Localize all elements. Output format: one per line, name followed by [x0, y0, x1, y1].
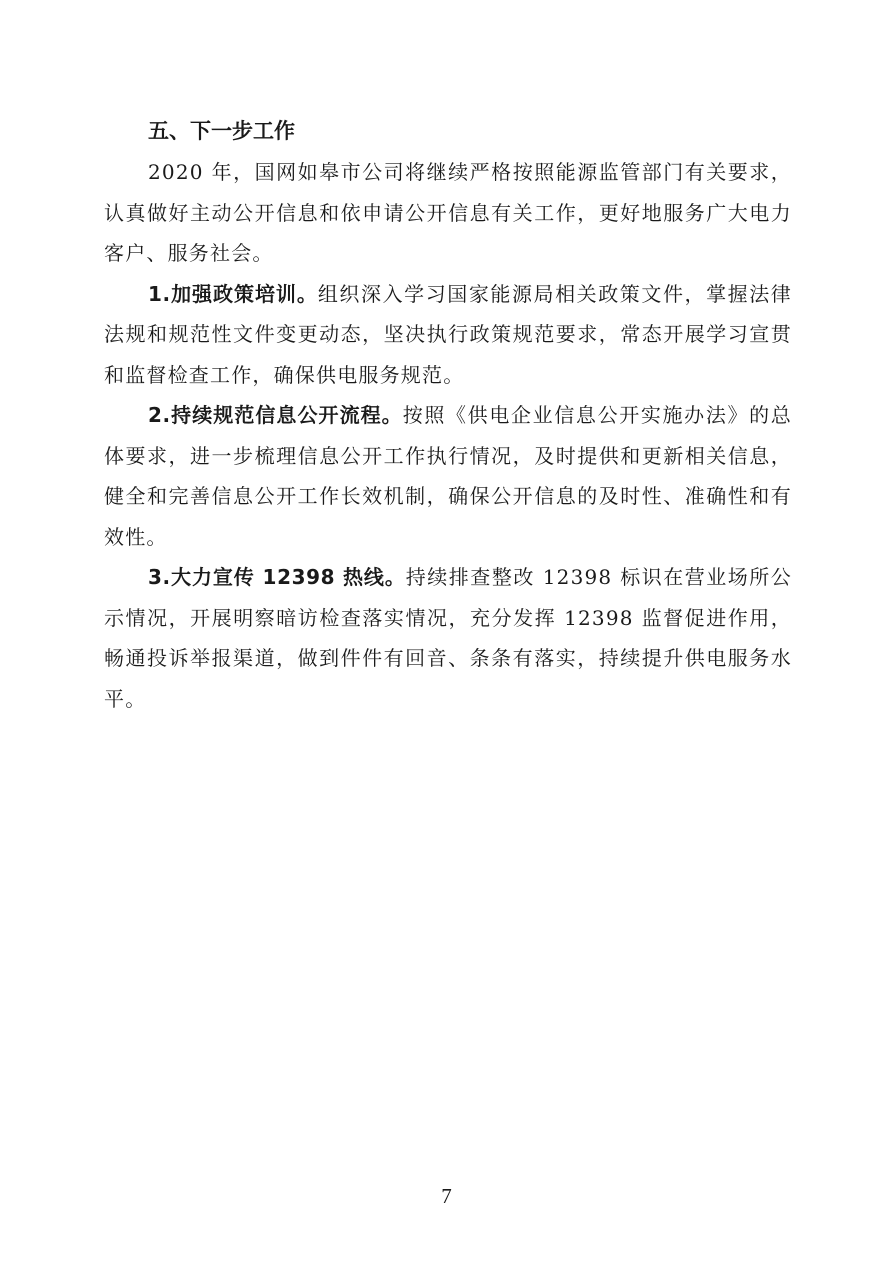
item-text-2: 按照《供电企业信息公开实施办法》的总体要求，进一步梳理信息公开工作执行情况，及时提供和更新相关信息，健全和完善信息公开工作长效机制，确保公开信息的及时性、准确性和有效性。	[104, 403, 792, 549]
item-lead-3: 3.大力宣传 12398 热线。	[148, 565, 406, 589]
item-paragraph-1	[104, 274, 792, 396]
item-paragraph-3	[104, 557, 792, 719]
item-text-3: 持续排查整改 12398 标识在营业场所公示情况，开展明察暗访检查落实情况，充分发挥 12398 监督促进作用，畅通投诉举报渠道，做到件件有回音、条条有落实，持续提升供电服务水平。	[104, 565, 793, 711]
intro-paragraph: 2020 年，国网如皋市公司将继续严格按照能源监管部门有关要求，认真做好主动公开信息和依申请公开信息有关工作，更好地服务广大电力客户、服务社会。	[104, 160, 792, 265]
item-lead-2: 2.持续规范信息公开流程。	[148, 403, 403, 427]
section-heading: 五、下一步工作	[148, 119, 295, 143]
item-paragraph-2	[104, 395, 792, 557]
item-text-1: 组织深入学习国家能源局相关政策文件，掌握法律法规和规范性文件变更动态，坚决执行政策规范要求，常态开展学习宣贯和监督检查工作，确保供电服务规范。	[104, 281, 792, 387]
item-lead-1: 1.加强政策培训。	[148, 281, 318, 306]
page-content	[104, 110, 792, 719]
page-number: 7	[441, 1184, 452, 1208]
